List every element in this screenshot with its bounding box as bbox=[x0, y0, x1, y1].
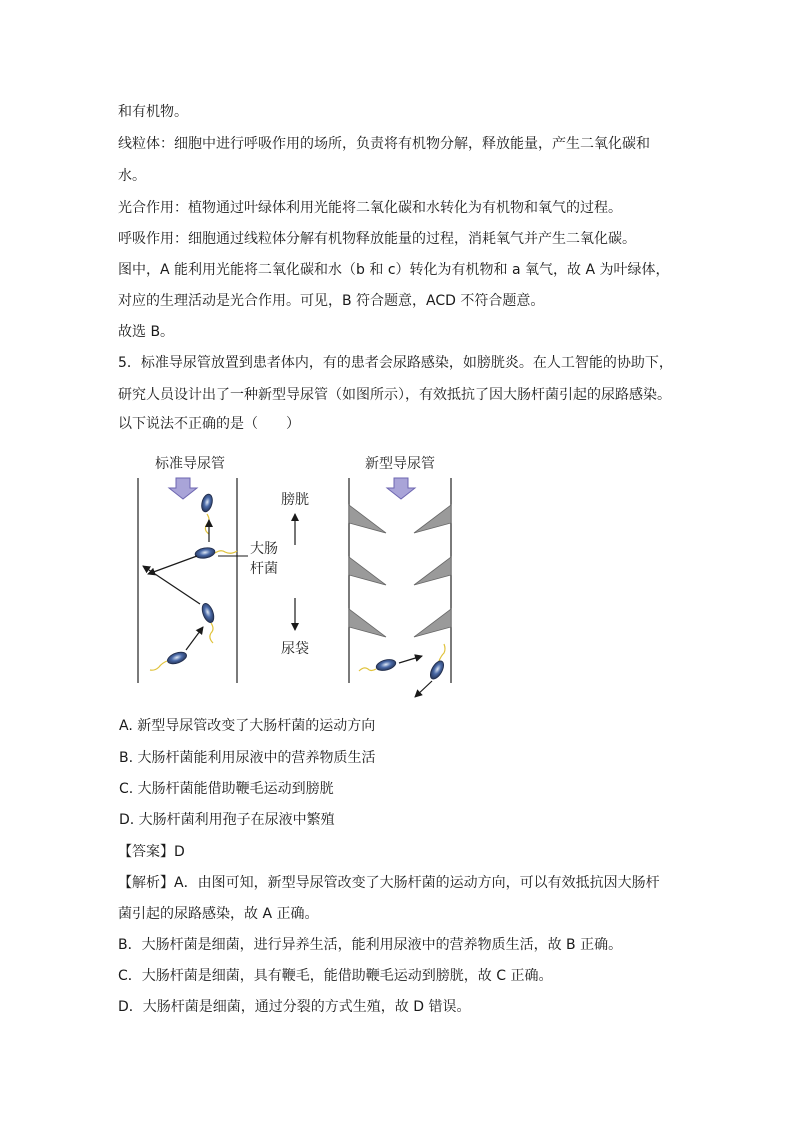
movement-arrow-icon bbox=[399, 656, 422, 663]
catheter-diagram bbox=[130, 445, 460, 705]
urine-bag-label: 尿袋 bbox=[281, 641, 309, 657]
movement-arrow-icon bbox=[415, 681, 432, 697]
bacteria-label-line1: 大肠 bbox=[250, 541, 278, 557]
paragraph-line: 图中，A 能利用光能将二氧化碳和水（b 和 c）转化为有机物和 a 氧气，故 A 为叶绿体， bbox=[118, 262, 670, 278]
paragraph-line: 光合作用：植物通过叶绿体利用光能将二氧化碳和水转化为有机物和氧气的过程。 bbox=[118, 200, 622, 216]
bacterium-icon bbox=[428, 644, 447, 681]
question-line: 研究人员设计出了一种新型导尿管（如图所示），有效抵抗了因大肠杆菌引起的尿路感染。 bbox=[118, 387, 671, 403]
question-line: 5．标准导尿管放置到患者体内，有的患者会尿路感染，如膀胱炎。在人工智能的协助下， bbox=[118, 355, 673, 371]
analysis-line: B．大肠杆菌是细菌，进行异养生活，能利用尿液中的营养物质生活，故 B 正确。 bbox=[118, 937, 623, 953]
paragraph-line: 呼吸作用：细胞通过线粒体分解有机物释放能量的过程，消耗氧气并产生二氧化碳。 bbox=[118, 231, 636, 247]
option-d: D. 大肠杆菌利用孢子在尿液中繁殖 bbox=[119, 812, 335, 828]
paragraph-line: 故选 B。 bbox=[118, 324, 175, 340]
bacterium-icon bbox=[194, 546, 237, 559]
bacteria-label-line2: 杆菌 bbox=[250, 561, 278, 577]
bacterium-icon bbox=[200, 602, 216, 643]
analysis-line: C．大肠杆菌是细菌，具有鞭毛，能借助鞭毛运动到膀胱，故 C 正确。 bbox=[118, 968, 553, 984]
bacterium-icon bbox=[359, 658, 397, 673]
analysis-line: 菌引起的尿路感染，故 A 正确。 bbox=[118, 906, 319, 922]
bacterium-icon bbox=[150, 650, 188, 670]
spikes-right bbox=[414, 505, 451, 637]
movement-arrow-icon bbox=[186, 627, 203, 650]
option-a: A. 新型导尿管改变了大肠杆菌的运动方向 bbox=[119, 718, 376, 734]
answer-line: 【答案】D bbox=[118, 844, 185, 860]
movement-arrow-icon bbox=[148, 556, 197, 574]
analysis-line: D．大肠杆菌是细菌，通过分裂的方式生殖，故 D 错误。 bbox=[118, 999, 471, 1015]
spikes-left bbox=[349, 505, 386, 637]
standard-catheter-label: 标准导尿管 bbox=[155, 456, 225, 472]
flow-arrow-icon bbox=[387, 478, 415, 499]
bladder-label: 膀胱 bbox=[281, 492, 309, 508]
paragraph-line: 对应的生理活动是光合作用。可见，B 符合题意，ACD 不符合题意。 bbox=[118, 293, 545, 309]
option-c: C. 大肠杆菌能借助鞭毛运动到膀胱 bbox=[119, 781, 334, 797]
new-catheter-label: 新型导尿管 bbox=[365, 456, 435, 472]
paragraph-line: 和有机物。 bbox=[118, 104, 188, 120]
bacterium-icon bbox=[200, 493, 214, 534]
question-line: 以下说法不正确的是（ ） bbox=[118, 416, 300, 432]
paragraph-line: 线粒体：细胞中进行呼吸作用的场所，负责将有机物分解，释放能量，产生二氧化碳和 bbox=[118, 136, 650, 152]
flow-arrow-icon bbox=[169, 478, 197, 499]
paragraph-line: 水。 bbox=[118, 168, 146, 184]
option-b: B. 大肠杆菌能利用尿液中的营养物质生活 bbox=[119, 750, 376, 766]
movement-arrow-icon bbox=[143, 566, 200, 604]
analysis-line: 【解析】A．由图可知，新型导尿管改变了大肠杆菌的运动方向，可以有效抵抗因大肠杆 bbox=[118, 875, 660, 891]
